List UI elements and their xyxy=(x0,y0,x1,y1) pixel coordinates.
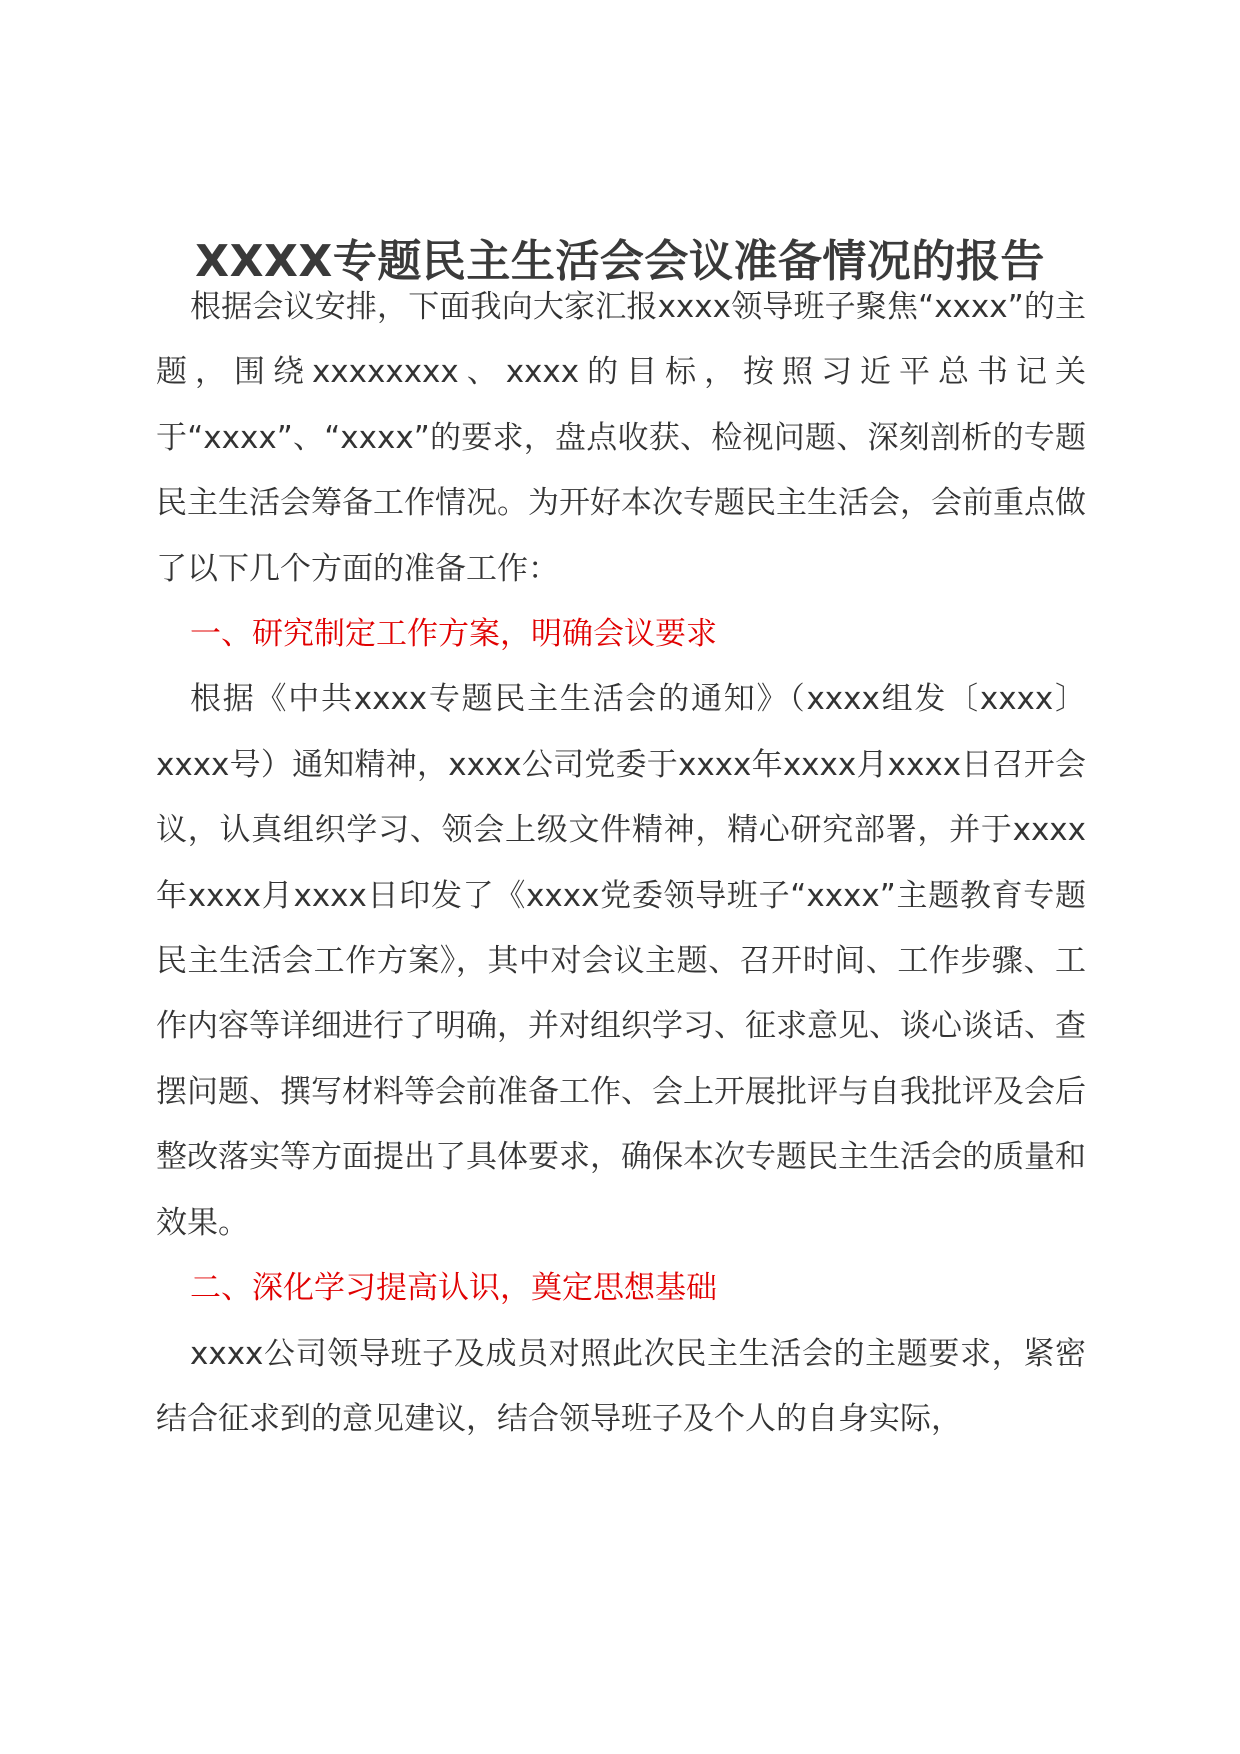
document-body xyxy=(156,275,1086,1452)
section-1-paragraph: 根据《中共xxxx专题民主生活会的通知》（xxxx组发〔xxxx〕xxxx号）通知精神，xxxx公司党委于xxxx年xxxx月xxxx日召开会议，认真组织学习、领会上级文件精神，精心研究部署，并于xxxx年xxxx月xxxx日印发了《xxxx党委领导班子“xxxx”主题教育专题民主生活会工作方案》，其中对会议主题、召开时间、工作步骤、工作内容等详细进行了明确，并对组织学习、征求意见、谈心谈话、查摆问题、撰写材料等会前准备工作、会上开展批评与自我批评及会后整改落实等方面提出了具体要求，确保本次专题民主生活会的质量和效果。 xyxy=(156,681,1086,1241)
section-2-paragraph: xxxx公司领导班子及成员对照此次民主生活会的主题要求，紧密结合征求到的意见建议，结合领导班子及个人的自身实际， xyxy=(156,1335,1086,1437)
section-1-heading: 一、研究制定工作方案，明确会议要求 xyxy=(190,616,717,653)
document-title: XXXX专题民主生活会会议准备情况的报告 xyxy=(195,236,1045,287)
section-2-heading: 二、深化学习提高认识，奠定思想基础 xyxy=(190,1270,717,1307)
intro-paragraph: 根据会议安排，下面我向大家汇报xxxx领导班子聚焦“xxxx”的主题，围绕xxxxxxxx、xxxx的目标，按照习近平总书记关于“xxxx”、“xxxx”的要求，盘点收获、检视问题、深刻剖析的专题民主生活会筹备工作情况。为开好本次专题民主生活会，会前重点做了以下几个方面的准备工作： xyxy=(156,289,1086,587)
